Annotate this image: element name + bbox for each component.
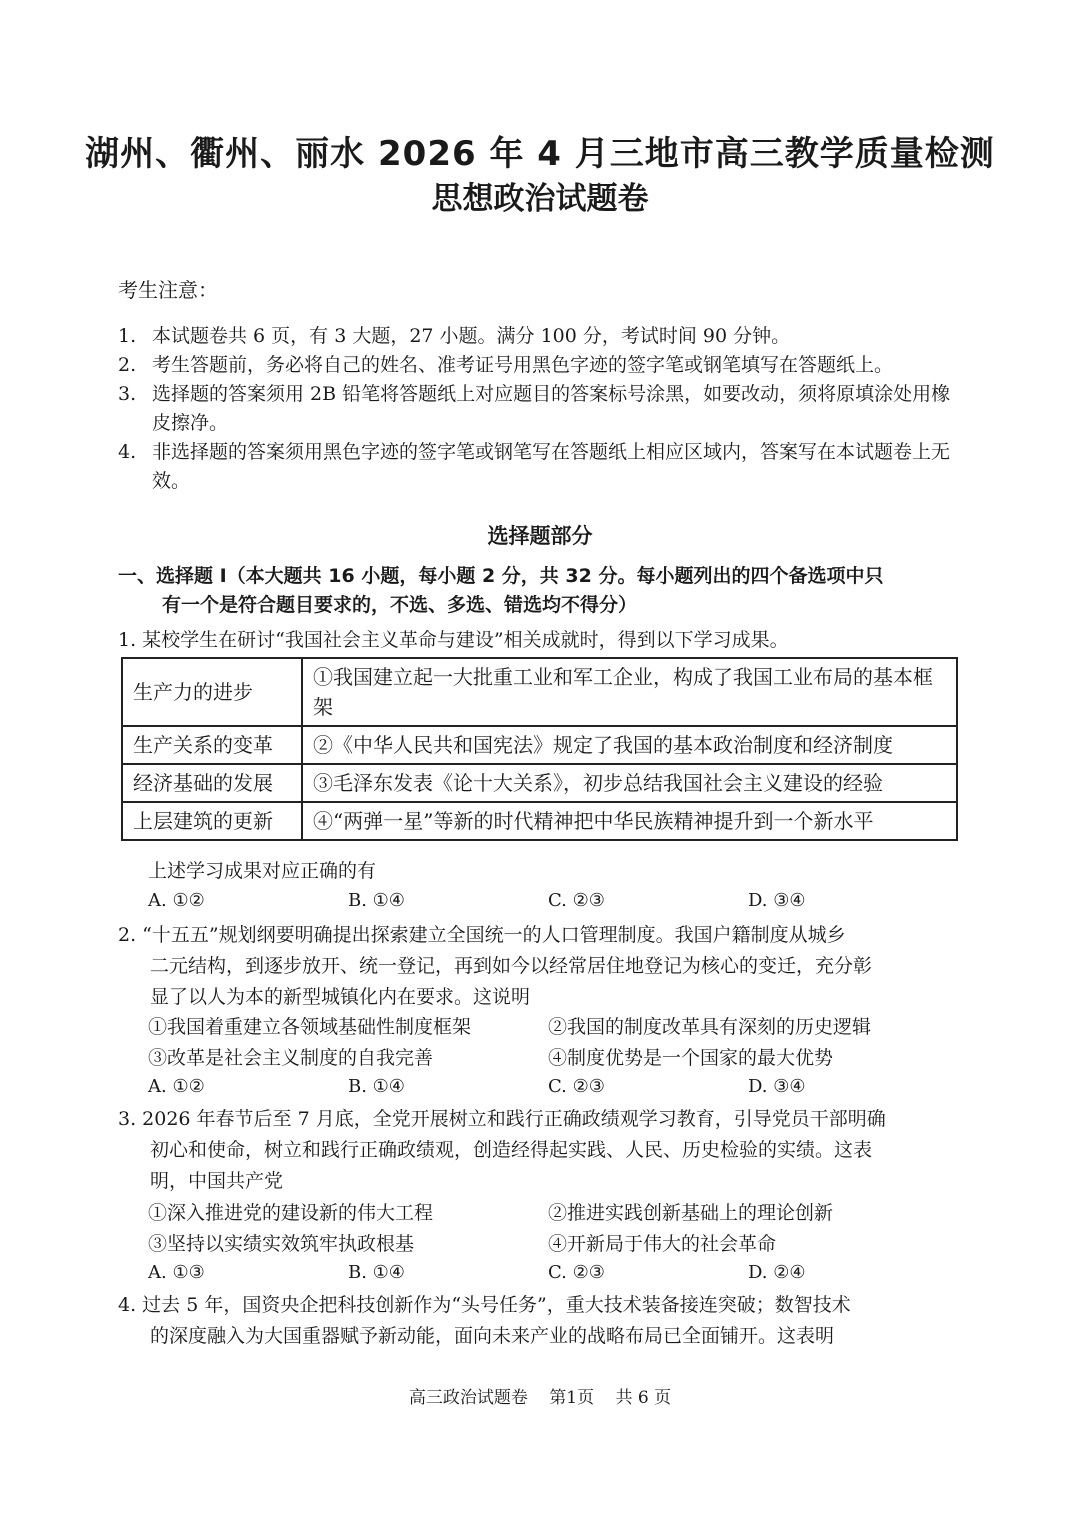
table-content-cell: ①我国建立起一大批重工业和军工企业，构成了我国工业布局的基本框架 bbox=[302, 658, 957, 726]
option-2: ②我国的制度改革具有深刻的历史逻辑 bbox=[548, 1016, 872, 1038]
stem-line: 二元结构，到逐步放开、统一登记，再到如今以经常居住地登记为核心的变迁，充分彰 bbox=[150, 955, 873, 977]
choice-a: A. ①② bbox=[148, 1076, 205, 1097]
choice-b: B. ①④ bbox=[348, 890, 405, 911]
table-row bbox=[122, 802, 957, 840]
table-label-cell: 经济基础的发展 bbox=[122, 764, 302, 802]
notice-number: 2. bbox=[118, 354, 137, 376]
table-label-cell: 上层建筑的更新 bbox=[122, 802, 302, 840]
option-1: ①我国着重建立各领域基础性制度框架 bbox=[148, 1016, 472, 1038]
question-4-stem bbox=[118, 1290, 968, 1352]
question-3-stem bbox=[118, 1104, 968, 1197]
notice-text: 考生答题前，务必将自己的姓名、准考证号用黑色字迹的签字笔或钢笔填写在答题纸上。 bbox=[152, 354, 894, 376]
choice-d: D. ③④ bbox=[748, 1076, 806, 1097]
notice-text: 本试题卷共 6 页，有 3 大题，27 小题。满分 100 分，考试时间 90 分钟。 bbox=[152, 325, 791, 347]
option-1: ①深入推进党的建设新的伟大工程 bbox=[148, 1202, 434, 1224]
option-row bbox=[148, 1043, 948, 1074]
exam-subtitle: 思想政治试题卷 bbox=[431, 181, 649, 217]
table-row bbox=[122, 764, 957, 802]
part-heading-line: 一、选择题 I（本大题共 16 小题，每小题 2 分，共 32 分。每小题列出的四个备选项中只 bbox=[118, 565, 884, 587]
table-content-cell: ④“两弹一星”等新的时代精神把中华民族精神提升到一个新水平 bbox=[302, 802, 957, 840]
table-label-cell: 生产力的进步 bbox=[122, 658, 302, 726]
footer-total-pages: 共 6 页 bbox=[615, 1388, 672, 1408]
table-label-cell: 生产关系的变革 bbox=[122, 726, 302, 764]
question-1-table bbox=[121, 657, 958, 841]
option-row bbox=[148, 1012, 948, 1043]
option-4: ④制度优势是一个国家的最大优势 bbox=[548, 1047, 834, 1069]
table-row bbox=[122, 658, 957, 726]
notice-heading: 考生注意： bbox=[118, 278, 218, 302]
question-3-options bbox=[148, 1198, 948, 1260]
notice-item bbox=[118, 438, 968, 496]
choice-b: B. ①④ bbox=[348, 1262, 405, 1283]
notice-number: 3. bbox=[118, 383, 137, 405]
question-2-stem bbox=[118, 920, 968, 1013]
stem-line: 2. “十五五”规划纲要明确提出探索建立全国统一的人口管理制度。我国户籍制度从城乡 bbox=[118, 924, 846, 946]
part-heading-line: 有一个是符合题目要求的，不选、多选、错选均不得分） bbox=[162, 594, 638, 616]
option-row bbox=[148, 1198, 948, 1229]
stem-line: 初心和使命，树立和践行正确政绩观，创造经得起实践、人民、历史检验的实绩。这表 bbox=[150, 1139, 873, 1161]
option-3: ③改革是社会主义制度的自我完善 bbox=[148, 1047, 434, 1069]
notice-number: 1. bbox=[118, 325, 137, 347]
table-content-cell: ②《中华人民共和国宪法》规定了我国的基本政治制度和经济制度 bbox=[302, 726, 957, 764]
notice-list bbox=[118, 322, 968, 496]
choice-a: A. ①② bbox=[148, 890, 205, 911]
option-3: ③坚持以实绩实效筑牢执政根基 bbox=[148, 1233, 415, 1255]
option-4: ④开新局于伟大的社会革命 bbox=[548, 1233, 777, 1255]
table-row bbox=[122, 726, 957, 764]
notice-text: 选择题的答案须用 2B 铅笔将答题纸上对应题目的答案标号涂黑，如要改动，须将原填涂处用橡皮擦净。 bbox=[152, 383, 951, 434]
footer-exam-name: 高三政治试题卷 bbox=[408, 1388, 528, 1408]
stem-line: 明，中国共产党 bbox=[150, 1170, 284, 1192]
exam-title: 湖州、衢州、丽水 2026 年 4 月三地市高三教学质量检测 bbox=[85, 134, 995, 174]
choice-c: C. ②③ bbox=[548, 1076, 605, 1097]
table-content-cell: ③毛泽东发表《论十大关系》，初步总结我国社会主义建设的经验 bbox=[302, 764, 957, 802]
option-row bbox=[148, 1229, 948, 1260]
part-heading bbox=[118, 562, 968, 620]
question-3-choices bbox=[148, 1262, 948, 1283]
question-1-prompt: 上述学习成果对应正确的有 bbox=[148, 860, 377, 882]
stem-line: 3. 2026 年春节后至 7 月底，全党开展树立和践行正确政绩观学习教育，引导党员干部明确 bbox=[118, 1108, 886, 1130]
stem-line: 的深度融入为大国重器赋予新动能，面向未来产业的战略布局已全面铺开。这表明 bbox=[150, 1325, 835, 1347]
choice-c: C. ②③ bbox=[548, 1262, 605, 1283]
choice-c: C. ②③ bbox=[548, 890, 605, 911]
page-footer bbox=[0, 1383, 1080, 1408]
question-2-options bbox=[148, 1012, 948, 1074]
choice-d: D. ②④ bbox=[748, 1262, 806, 1283]
notice-number: 4. bbox=[118, 441, 137, 463]
option-2: ②推进实践创新基础上的理论创新 bbox=[548, 1202, 834, 1224]
question-2-choices bbox=[148, 1076, 948, 1097]
notice-text: 非选择题的答案须用黑色字迹的签字笔或钢笔写在答题纸上相应区域内，答案写在本试题卷上无效。 bbox=[152, 441, 951, 492]
choice-d: D. ③④ bbox=[748, 890, 806, 911]
section-title: 选择题部分 bbox=[487, 524, 593, 548]
notice-item bbox=[118, 380, 968, 438]
footer-page-number: 第1页 bbox=[549, 1388, 595, 1408]
notice-item bbox=[118, 322, 968, 351]
choice-a: A. ①③ bbox=[148, 1262, 205, 1283]
notice-item bbox=[118, 351, 968, 380]
stem-line: 4. 过去 5 年，国资央企把科技创新作为“头号任务”，重大技术装备接连突破；数智技术 bbox=[118, 1294, 851, 1316]
question-1-stem: 1. 某校学生在研讨“我国社会主义革命与建设”相关成就时，得到以下学习成果。 bbox=[118, 629, 789, 651]
question-1-choices bbox=[148, 890, 948, 911]
choice-b: B. ①④ bbox=[348, 1076, 405, 1097]
stem-line: 显了以人为本的新型城镇化内在要求。这说明 bbox=[150, 986, 531, 1008]
